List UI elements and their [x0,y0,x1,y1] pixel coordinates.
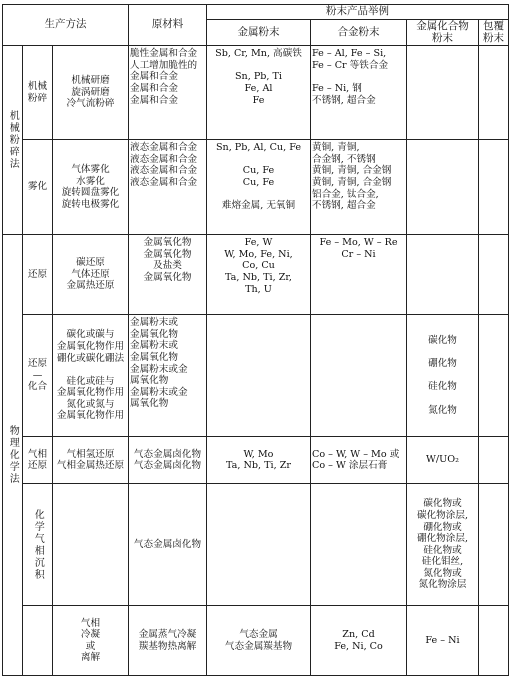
row-chemical-vapor-deposition [3,484,509,606]
sub-method: 还原 [23,235,53,315]
coated-powder-cell [479,484,509,606]
metal-powder-cell: Zn, Cd Fe, Ni, Co [311,606,407,676]
compound-powder-cell: W/UO₂ [407,437,479,484]
method-cell: 机械研磨 旋涡研磨 冷气流粉碎 [53,46,129,140]
raw-material-cell: 脆性金属和合金 人工增加脆性的 金属和合金 金属和合金 金属和合金 [129,46,207,140]
row-reduction [3,235,509,315]
compound-powder-cell [407,235,479,315]
compound-powder-cell: 碳化物 硼化物 硅化物 氮化物 [407,315,479,437]
raw-material-cell: 液态金属和合金 液态金属和合金 液态金属和合金 液态金属和合金 [129,140,207,235]
sub-method: 雾化 [23,140,53,235]
raw-material-cell: 气态金属 气态金属羰基物 [207,606,311,676]
coated-powder-cell [479,235,509,315]
row-mechanical-grinding [3,46,509,140]
header-production-method: 生产方法 [3,5,129,46]
alloy-powder-cell: Co – W, W – Mo 或 Co – W 涂层石膏 [311,437,407,484]
header-raw-material: 原材料 [129,5,207,46]
metal-powder-cell [207,315,311,437]
raw-material-cell: 金属粉末或 金属氧化物 金属粉末或 金属氧化物 金属粉末或金 属氧化物 金属粉末或金 属氧化物 [129,315,207,437]
coated-powder-cell [479,437,509,484]
coated-powder-cell [479,140,509,235]
method-cell: 碳化或碳与 金属氧化物作用 硼化或碳化硼法 硅化或硅与 金属氧化物作用 氮化或氮与 金属氧化物作用 [53,315,129,437]
compound-powder-cell [407,140,479,235]
header-alloy-powder: 合金粉末 [311,20,407,46]
alloy-powder-cell [311,315,407,437]
header-metal-compound-powder: 金属化合物 粉末 [407,20,479,46]
metal-powder-cell: Sb, Cr, Mn, 高碳铁 Sn, Pb, Ti Fe, Al Fe [207,46,311,140]
metal-powder-cell: W, Mo Ta, Nb, Ti, Zr [207,437,311,484]
category-physicochemical: 物理化学法 [3,235,23,676]
method-cell [53,484,129,606]
category-mechanical: 机械粉碎法 [3,46,23,235]
row-vapor-condensation [3,606,509,676]
raw-material-cell: 气态金属卤化物 气态金属卤化物 [129,437,207,484]
metal-powder-cell: Fe, W W, Mo, Fe, Ni, Co, Cu Ta, Nb, Ti, Zr, Th, U [207,235,311,315]
coated-powder-cell [479,315,509,437]
compound-powder-cell [407,46,479,140]
method-cell: 碳还原 气体还原 金属热还原 [53,235,129,315]
metal-powder-cell: Sn, Pb, Al, Cu, Fe Cu, Fe Cu, Fe 难熔金属, 无氧铜 [207,140,311,235]
row-vapor-reduction [3,437,509,484]
header-row-1 [3,5,509,20]
alloy-powder-cell: 黄铜, 青铜, 合金钢, 不锈钢 黄铜, 青铜, 合金钢 黄铜, 青铜, 合金钢 铝合金, 钛合金, 不锈钢, 超合金 [311,140,407,235]
row-atomization [3,140,509,235]
compound-powder-cell [479,606,509,676]
compound-powder-cell: 碳化物或 碳化物涂层, 硼化物或 硼化物涂层, 硅化物或 硅化钼丝, 氮化物或 氮化物涂层 [407,484,479,606]
header-coated-powder: 包覆 粉末 [479,20,509,46]
coated-powder-cell [479,46,509,140]
sub-method: 还原 — 化合 [23,315,53,437]
header-metal-powder: 金属粉末 [207,20,311,46]
alloy-powder-cell: Fe – Ni [407,606,479,676]
raw-material-cell: 金属氧化物 金属氧化物 及盐类 金属氧化物 [129,235,207,315]
method-cell: 气相氢还原 气相金属热还原 [53,437,129,484]
alloy-powder-cell [311,484,407,606]
alloy-powder-cell: Fe – Al, Fe – Si, Fe – Cr 等铁合金 Fe – Ni, 钢 不锈钢, 超合金 [311,46,407,140]
method-cell: 金属蒸气冷凝 羰基物热离解 [129,606,207,676]
raw-material-cell: 气态金属卤化物 [129,484,207,606]
header-powder-examples: 粉末产品举例 [207,5,509,20]
metal-powder-cell [207,484,311,606]
row-reduction-combination [3,315,509,437]
sub-method: 气相 冷凝 或 离解 [53,606,129,676]
sub-method: 化学气相沉积 [23,484,53,606]
method-cell: 气体雾化 水雾化 旋转圆盘雾化 旋转电极雾化 [53,140,129,235]
powder-production-table [2,4,509,676]
alloy-powder-cell: Fe – Mo, W – Re Cr – Ni [311,235,407,315]
sub-method: 机械 粉碎 [23,46,53,140]
sub-method: 气相 还原 [23,437,53,484]
